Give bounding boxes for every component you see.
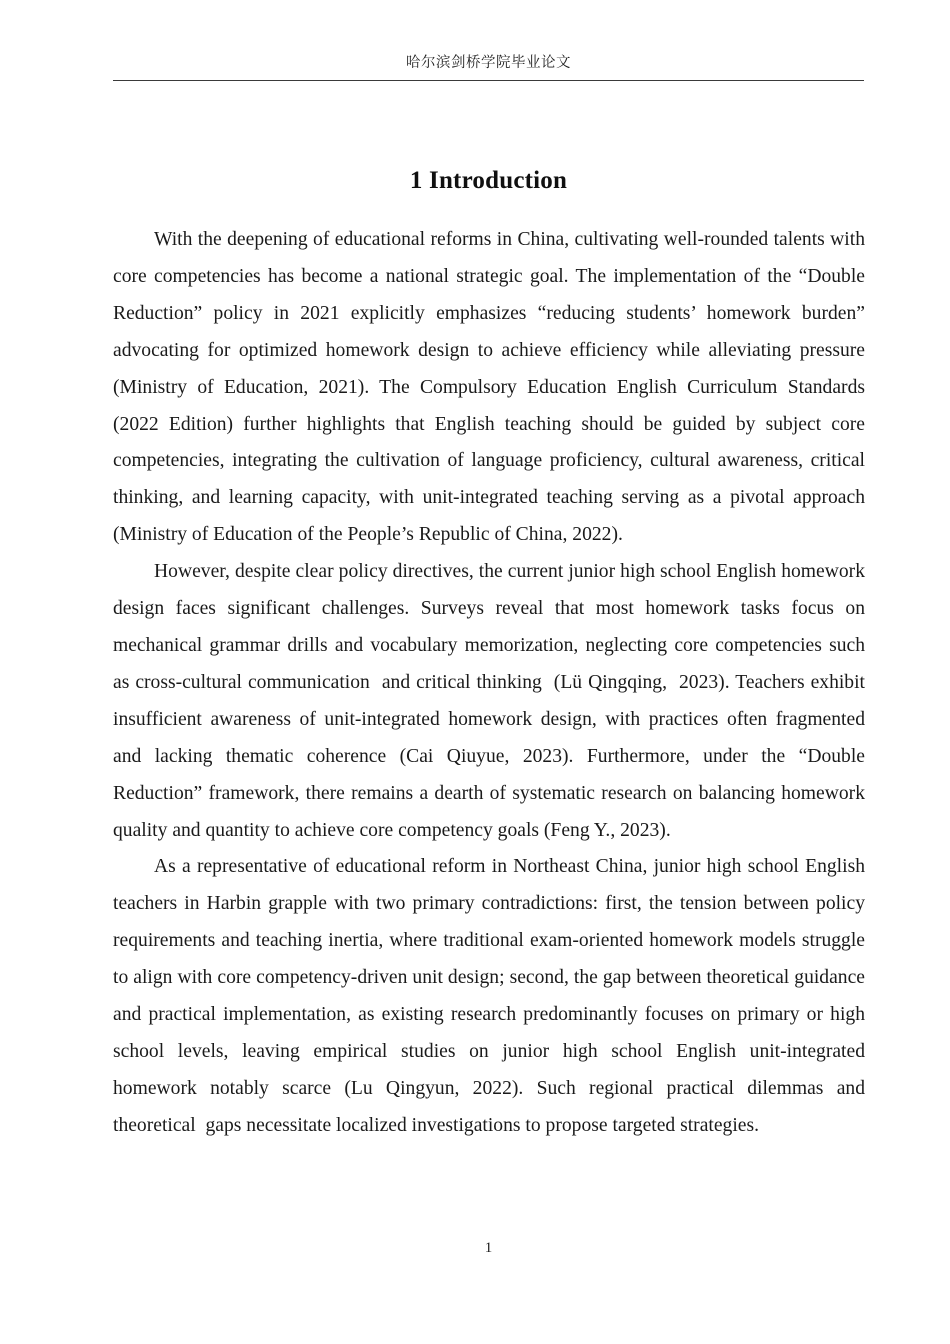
header-divider xyxy=(113,80,864,81)
page-number: 1 xyxy=(484,1240,493,1256)
header-title: 哈尔滨剑桥学院毕业论文 xyxy=(406,55,571,71)
page-title: 1 Introduction xyxy=(409,166,568,194)
running-header xyxy=(113,52,864,81)
paragraph: However, despite clear policy directives, the current junior high school English homework design faces significant challenges. Surveys reveal that most homework tasks focus on mechanical grammar drills and vocabulary memorization, neglecting core competencies such as cross-cultural communication and critical thinking (Lü Qingqing, 2023). Teachers exhibit insufficient awareness of unit-integrated homework design, with practices often fragmented and lacking thematic coherence (Cai Qiuyue, 2023). Furthermore, under the “Double Reduction” framework, there remains a dearth of systematic research on balancing homework quality and quantity to achieve core competency goals (Feng Y., 2023). xyxy=(113,561,870,841)
paragraph: As a representative of educational reform in Northeast China, junior high school English teachers in Harbin grapple with two primary contradictions: first, the tension between policy requirements and teaching inertia, where traditional exam-oriented homework models struggle to align with core competency-driven unit design; second, the gap between theoretical guidance and practical implementation, as existing research predominantly focuses on primary or high school levels, leaving empirical studies on junior high school English unit-integrated homework notably scarce (Lu Qingyun, 2022). Such regional practical dilemmas and theoretical gaps necessitate localized investigations to propose targeted strategies. xyxy=(113,856,870,1136)
body-content xyxy=(113,222,870,1145)
paragraph: With the deepening of educational reforms in China, cultivating well-rounded talents with core competencies has become a national strategic goal. The implementation of the “Double Reduction” policy in 2021 explicitly emphasizes “reducing students’ homework burden” advocating for optimized homework design to achieve efficiency while alleviating pressure (Ministry of Education, 2021). The Compulsory Education English Curriculum Standards (2022 Edition) further highlights that English teaching should be guided by subject core competencies, integrating the cultivation of language proficiency, cultural awareness, critical thinking, and learning capacity, with unit-integrated teaching serving as a pivotal approach (Ministry of Education of the People’s Republic of China, 2022). xyxy=(113,229,870,546)
